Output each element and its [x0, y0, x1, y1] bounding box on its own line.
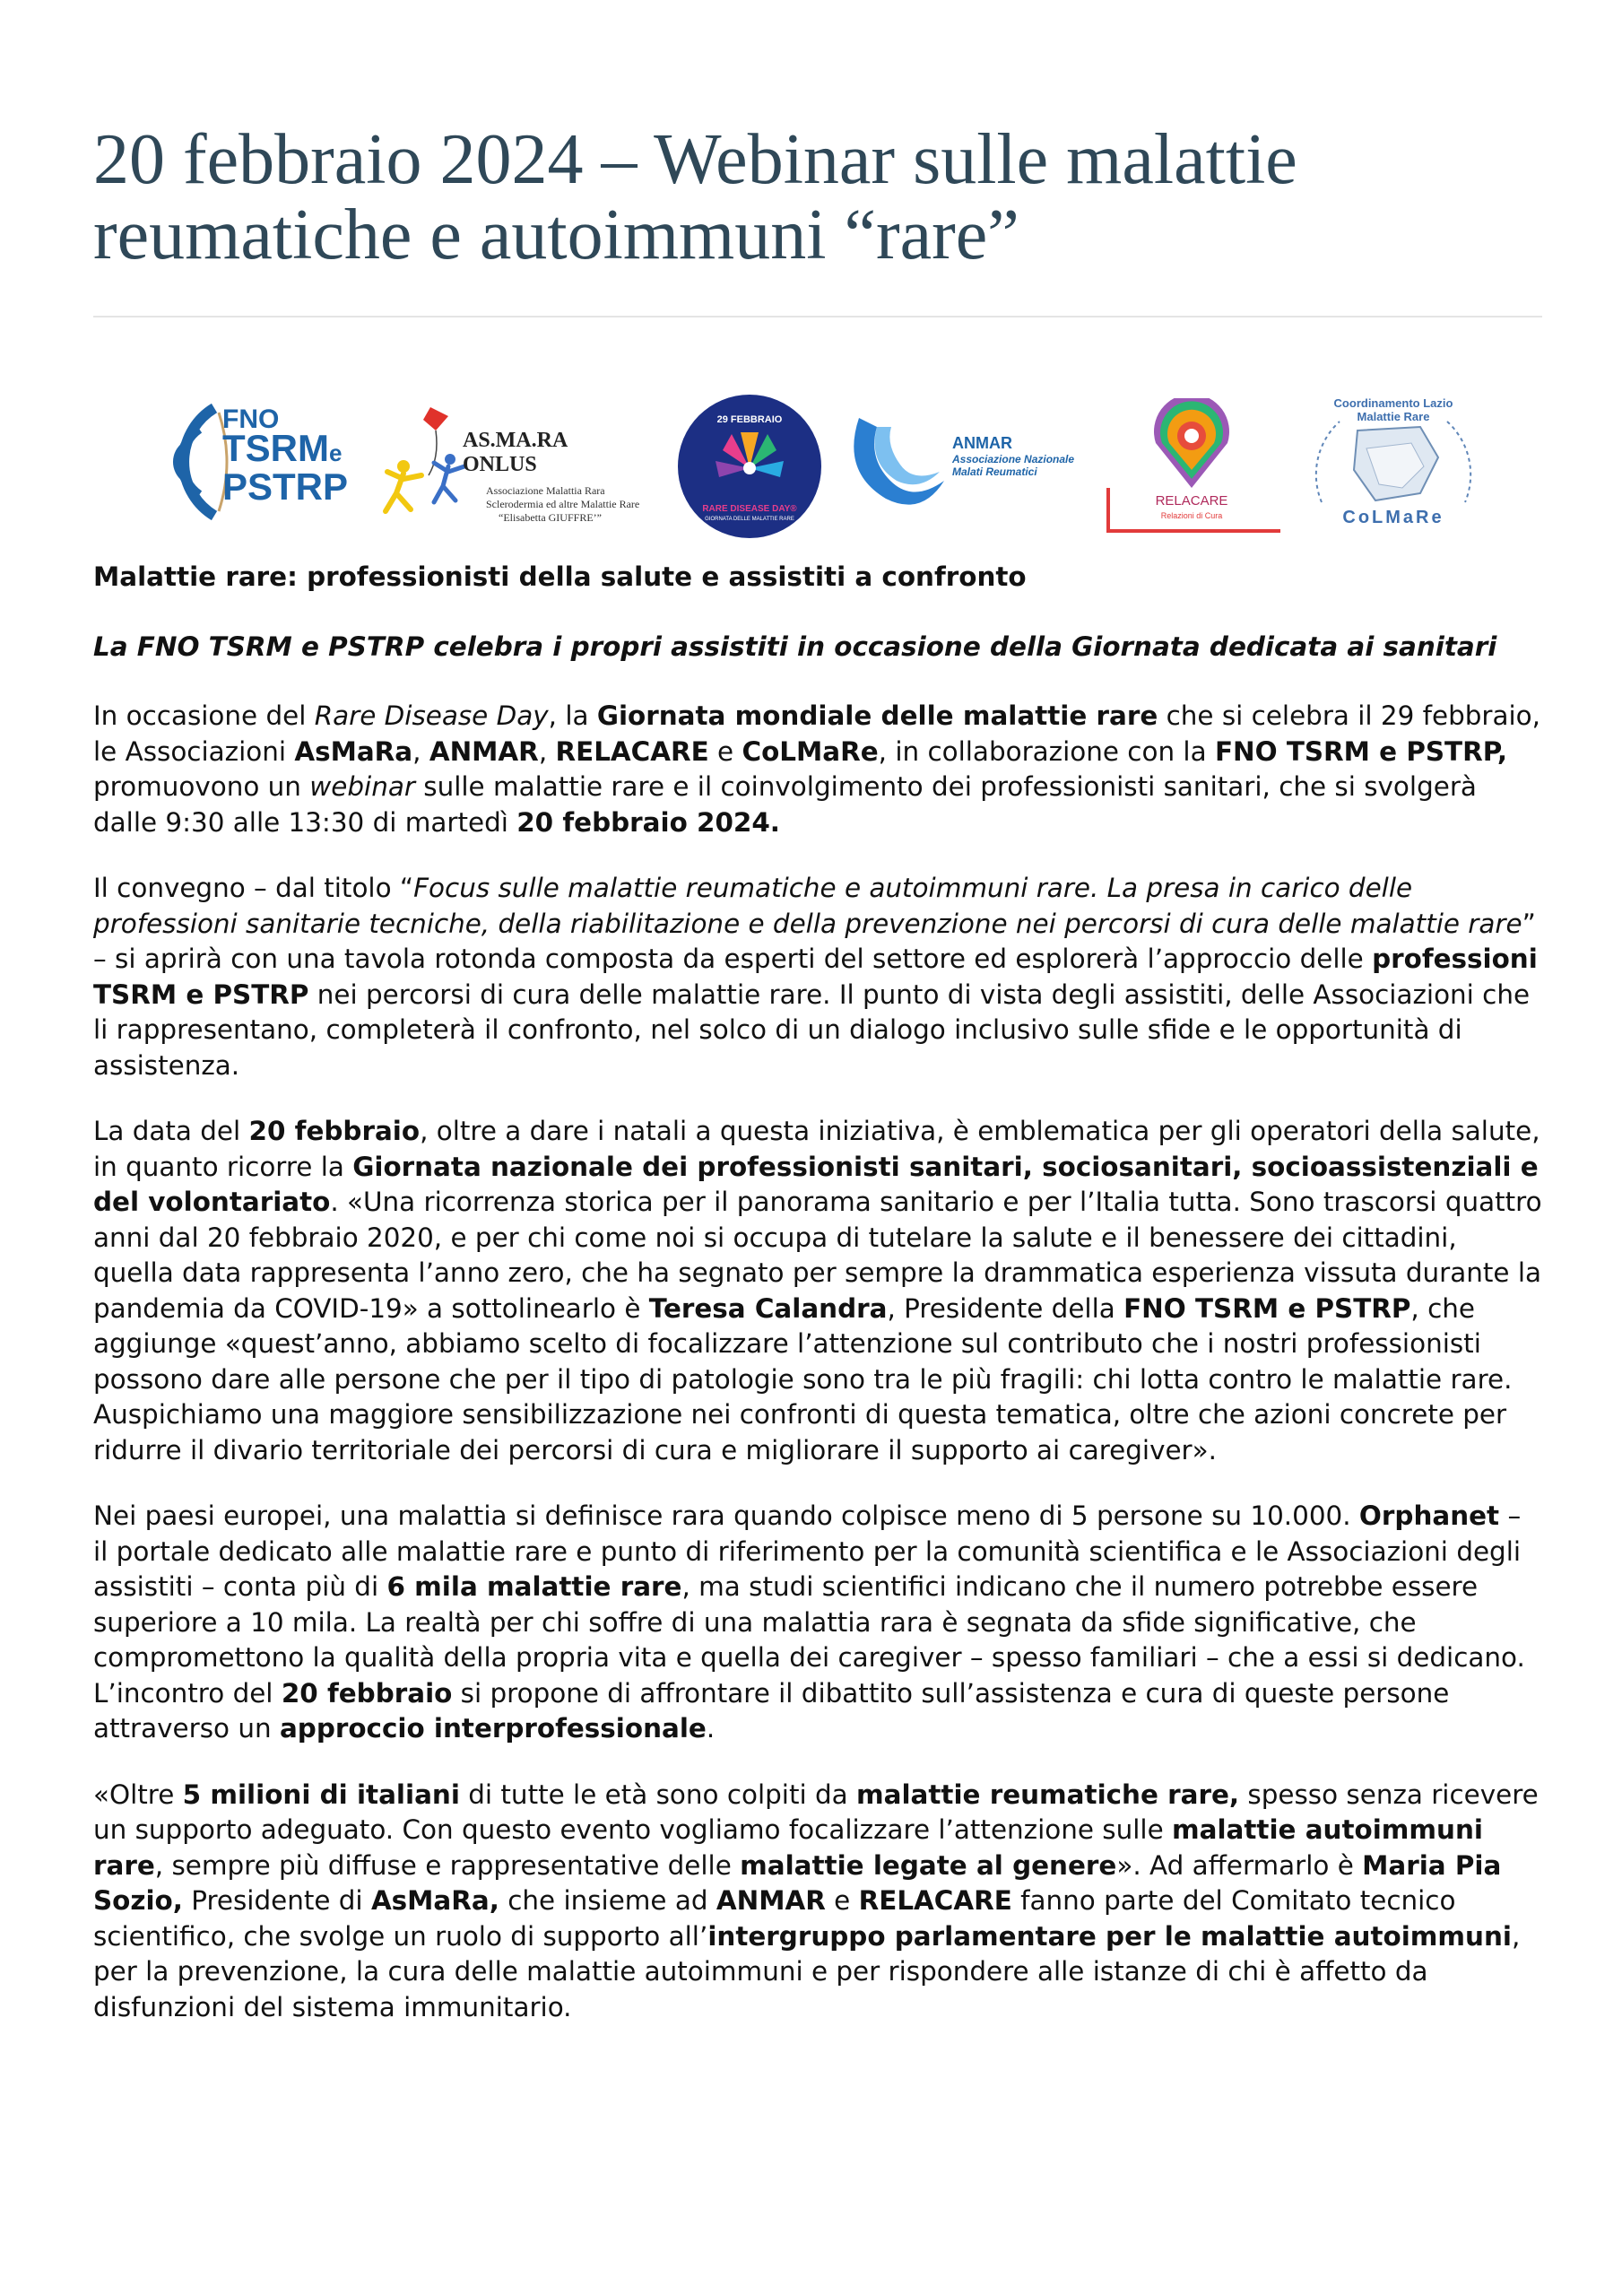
colmare-arc: Coordinamento Lazio Malattie Rare: [1333, 396, 1453, 423]
text-bold: ANMAR: [716, 1885, 826, 1916]
text: , ma studi scientifici indicano che il numero potrebbe essere superiore a 10 mila. La realtà per chi soffre di una malattia rara è segnata da sfide significative, che compromettono la qualità della propria vita e quella dei caregiver – spesso familiari – che a essi si dedicano. L’incontro del: [93, 1571, 1525, 1709]
text-bold: Maria Pia Sozio,: [93, 1849, 1502, 1916]
fno-line1: FNO: [222, 404, 280, 434]
text: promuovono un: [93, 771, 310, 802]
colmare-name: CoLMaRe: [1342, 508, 1444, 527]
asmara-name: AS.MA.RA ONLUS: [463, 429, 568, 476]
rare-disease-day-logo: [676, 393, 823, 540]
text-bold: 6 mila malattie rare: [386, 1571, 682, 1602]
text: sulle malattie rare e il coinvolgimento dei professionisti sanitari, che si svolgerà dalle 9:30 alle 13:30 di martedì: [93, 771, 1477, 838]
text-bold: ANMAR: [429, 735, 539, 767]
text-bold: professioni TSRM e PSTRP: [93, 944, 1538, 1010]
text-bold: Teresa Calandra: [648, 1292, 888, 1324]
relacare-name: RELACARE: [1155, 493, 1228, 509]
colmare-logo: [1304, 395, 1483, 538]
text-bold: Giornata mondiale delle malattie rare: [596, 700, 1158, 731]
text: e: [825, 1885, 859, 1916]
anmar-sub1: Associazione Nazionale: [952, 453, 1075, 465]
paragraph-4: [93, 1499, 1542, 1747]
fno-line2b: e: [329, 439, 343, 466]
text-bold: malattie reumatiche rare,: [856, 1779, 1240, 1810]
text: Presidente di: [182, 1885, 371, 1916]
relacare-pin-icon: [1142, 398, 1241, 497]
fno-line2: TSRM: [222, 427, 329, 469]
text: . «Una ricorrenza storica per il panorama sanitario e per l’Italia tutta. Sono trascorsi quattro anni dal 20 febbraio 2020, e per chi come noi si occupa di tutelare la salute e il benessere dei cittadini, quella data rappresenta l’anno zero, che ha segnato per sempre la drammatica esperienza vissuta durante la pandemia da COVID-19» a sottolinearlo è: [93, 1187, 1542, 1324]
text-bold: RELACARE: [555, 735, 709, 767]
text-bold: AsMaRa: [294, 735, 413, 767]
text: ». Ad affermarlo è: [1116, 1849, 1363, 1881]
text: Nei paesi europei, una malattia si definisce rara quando colpisce meno di 5 persone su 10.000.: [93, 1500, 1359, 1531]
relacare-sub: Relazioni di Cura: [1160, 511, 1223, 520]
asmara-sub2: Sclerodermia ed altre Malattie Rare: [486, 498, 640, 510]
text: che insieme ad: [499, 1885, 716, 1916]
article-subheading: La FNO TSRM e PSTRP celebra i propri assistiti in occasione della Giornata dedicata ai sanitari: [93, 631, 1497, 662]
relacare-logo: [1106, 398, 1277, 533]
text-bold: 5 milioni di italiani: [182, 1779, 460, 1810]
text-bold: RELACARE: [858, 1885, 1012, 1916]
text: , oltre a dare i natali a questa iniziativa, è emblematica per gli operatori della salute, in quanto ricorre la: [93, 1116, 1540, 1182]
text: si propone di affrontare il dibattito sull’assistenza e cura di queste persone attraverso un: [93, 1677, 1450, 1744]
text: ” – si aprirà con una tavola rotonda composta da esperti del settore ed esplorerà l’approccio delle: [93, 908, 1536, 974]
text: e: [708, 735, 742, 767]
text: che si celebra il 29 febbraio, le Associazioni: [93, 700, 1540, 767]
paragraph-5: [93, 1778, 1542, 2026]
text-bold: 20 febbraio: [281, 1677, 453, 1709]
text: , Presidente della: [887, 1292, 1124, 1324]
asmara-sub3: “Elisabetta GIUFFRE’”: [499, 511, 602, 524]
text: ,: [412, 735, 429, 767]
text-italic: Rare Disease Day: [314, 700, 549, 731]
text: , in collaborazione con la: [878, 735, 1215, 767]
anmar-sub2: Malati Reumatici: [952, 465, 1037, 478]
text-bold: intergruppo parlamentare per le malattie autoimmuni: [707, 1920, 1512, 1952]
rdd-bottom1: RARE DISEASE DAY®: [702, 504, 797, 514]
text: spesso senza ricevere un supporto adeguato. Con questo evento vogliamo focalizzare l’attenzione sulle: [93, 1779, 1539, 1845]
paragraph-2: [93, 871, 1542, 1083]
rdd-top: 29 FEBBRAIO: [716, 414, 783, 425]
text: In occasione del: [93, 700, 315, 731]
fno-line3: PSTRP: [222, 465, 349, 508]
text: fanno parte del Comitato tecnico scientifico, che svolge un ruolo di supporto all’: [93, 1885, 1456, 1952]
paragraph-3: [93, 1114, 1542, 1468]
text-bold: FNO TSRM e PSTRP: [1123, 1292, 1411, 1324]
text: di tutte le età sono colpiti da: [459, 1779, 856, 1810]
text-bold: Orphanet: [1358, 1500, 1500, 1531]
text-bold: Giornata nazionale dei professionisti sanitari, sociosanitari, socioassistenziali e del volontariato: [93, 1151, 1539, 1217]
text: «Oltre: [93, 1779, 183, 1810]
asmara-logo: [377, 404, 646, 529]
text: .: [706, 1713, 716, 1744]
text-italic: webinar: [309, 771, 415, 802]
text-bold: malattie autoimmuni rare: [93, 1814, 1483, 1881]
text: La data del: [93, 1116, 249, 1146]
text-bold: AsMaRa,: [370, 1885, 499, 1916]
page-title: 20 febbraio 2024 – Webinar sulle malattie reumatiche e autoimmuni “rare”: [93, 120, 1297, 274]
anmar-logo: [841, 409, 1101, 517]
text: nei percorsi di cura delle malattie rare. Il punto di vista degli assistiti, delle Associazioni che li rappresentano, completerà il confronto, nel solco di un dialogo inclusivo sulle sfide e le opportunità di assistenza.: [93, 978, 1531, 1081]
text: , la: [548, 700, 597, 731]
article-heading: Malattie rare: professionisti della salute e assistiti a confronto: [93, 561, 1027, 592]
text: Il convegno – dal titolo “: [93, 873, 414, 903]
text-bold: approccio interprofessionale: [279, 1713, 707, 1744]
text: ,: [538, 735, 556, 767]
text-bold: CoLMaRe: [742, 735, 879, 767]
title-divider: [93, 316, 1542, 317]
fno-tsrm-pstrp-logo: [129, 395, 349, 529]
text-bold: 20 febbraio: [248, 1116, 421, 1146]
text-bold: 20 febbraio 2024.: [516, 806, 780, 838]
anmar-name: ANMAR: [952, 434, 1012, 452]
text: , sempre più diffuse e rappresentative delle: [154, 1849, 741, 1881]
text-italic: Focus sulle malattie reumatiche e autoimmuni rare. La presa in carico delle professioni sanitarie tecniche, della riabilitazione e della prevenzione nei percorsi di cura delle malattie rare: [93, 873, 1522, 939]
article-body: [93, 560, 1542, 2056]
text-bold: malattie legate al genere: [740, 1849, 1117, 1881]
text: , per la prevenzione, la cura delle malattie autoimmuni e per rispondere alle istanze di chi è affetto da disfunzioni del sistema immunitario.: [93, 1920, 1521, 2022]
anmar-wave-icon: [841, 409, 949, 517]
rdd-bottom2: GIORNATA DELLE MALATTIE RARE: [705, 517, 794, 522]
text-bold: FNO TSRM e PSTRP,: [1214, 735, 1508, 767]
partner-logos: [93, 386, 1542, 547]
fno-wave-icon: [129, 395, 237, 529]
asmara-sub1: Associazione Malattia Rara: [486, 484, 605, 497]
paragraph-1: [93, 699, 1542, 840]
text: – il portale dedicato alle malattie rare e punto di riferimento per la comunità scientifica e le Associazioni degli assistiti – conta più di: [93, 1500, 1522, 1602]
text: , che aggiunge «quest’anno, abbiamo scelto di focalizzare l’attenzione sul contributo che i nostri professionisti possono dare alle persone che per il tipo di patologie sono tra le più fragili: chi lotta contro le malattie rare. Auspichiamo una maggiore sensibilizzazione nei confronti di questa tematica, oltre che azioni concrete per ridurre il divario territoriale dei percorsi di cura e migliorare il supporto ai caregiver».: [93, 1292, 1513, 1465]
